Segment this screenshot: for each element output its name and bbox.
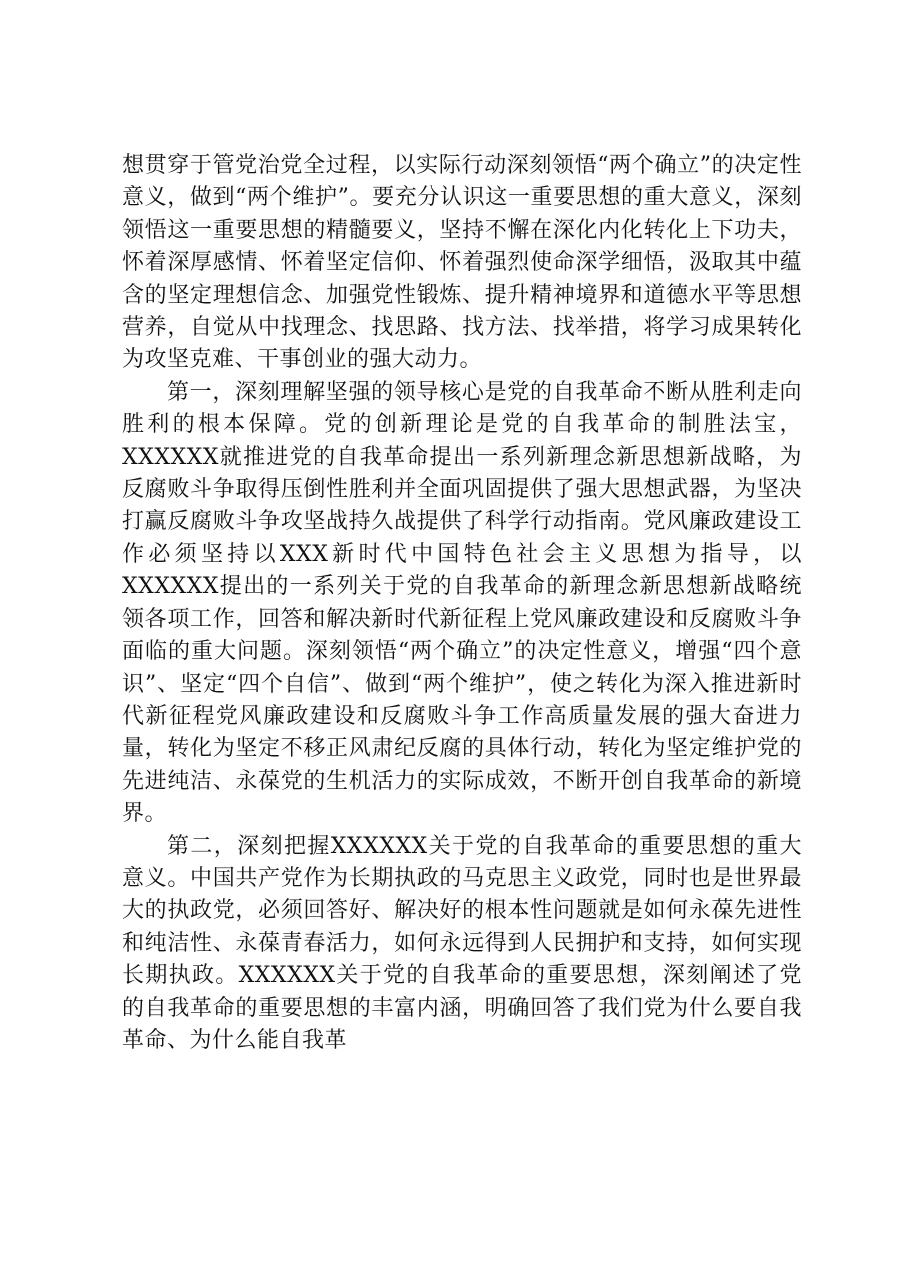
paragraph-intro: 想贯穿于管党治党全过程，以实际行动深刻领悟“两个确立”的决定性意义，做到“两个维护”。要充分认识这一重要思想的重大意义，深刻领悟这一重要思想的精髓要义，坚持不懈在深化内化转化上下功夫，怀着深厚感情、怀着坚定信仰、怀着强烈使命深学细悟，汲取其中蕴含的坚定理想信念、加强党性锻炼、提升精神境界和道德水平等思想营养，自觉从中找理念、找思路、找方法、找举措，将学习成果转化为攻坚克难、干事创业的强大动力。	[122, 153, 802, 373]
document-body	[122, 150, 802, 1057]
paragraph-first-point: 第一，深刻理解坚强的领导核心是党的自我革命不断从胜利走向胜利的根本保障。党的创新理论是党的自我革命的制胜法宝，XXXXXX就推进党的自我革命提出一系列新理念新思想新战略，为反腐败斗争取得压倒性胜利并全面巩固提供了强大思想武器，为坚决打赢反腐败斗争攻坚战持久战提供了科学行动指南。党风廉政建设工作必须坚持以XXX新时代中国特色社会主义思想为指导，以XXXXXX提出的一系列关于党的自我革命的新理念新思想新战略统领各项工作，回答和解决新时代新征程上党风廉政建设和反腐败斗争面临的重大问题。深刻领悟“两个确立”的决定性意义，增强“四个意识”、坚定“四个自信”、做到“两个维护”，使之转化为深入推进新时代新征程党风廉政建设和反腐败斗争工作高质量发展的强大奋进力量，转化为坚定不移正风肃纪反腐的具体行动，转化为坚定维护党的先进纯洁、永葆党的生机活力的实际成效，不断开创自我革命的新境界。	[122, 379, 802, 827]
paragraph-second-point: 第二，深刻把握XXXXXX关于党的自我革命的重要思想的重大意义。中国共产党作为长期执政的马克思主义政党，同时也是世界最大的执政党，必须回答好、解决好的根本性问题就是如何永葆先进性和纯洁性、永葆青春活力，如何永远得到人民拥护和支持，如何实现长期执政。XXXXXX关于党的自我革命的重要思想，深刻阐述了党的自我革命的重要思想的丰富内涵，明确回答了我们党为什么要自我革命、为什么能自我革	[122, 833, 802, 1053]
